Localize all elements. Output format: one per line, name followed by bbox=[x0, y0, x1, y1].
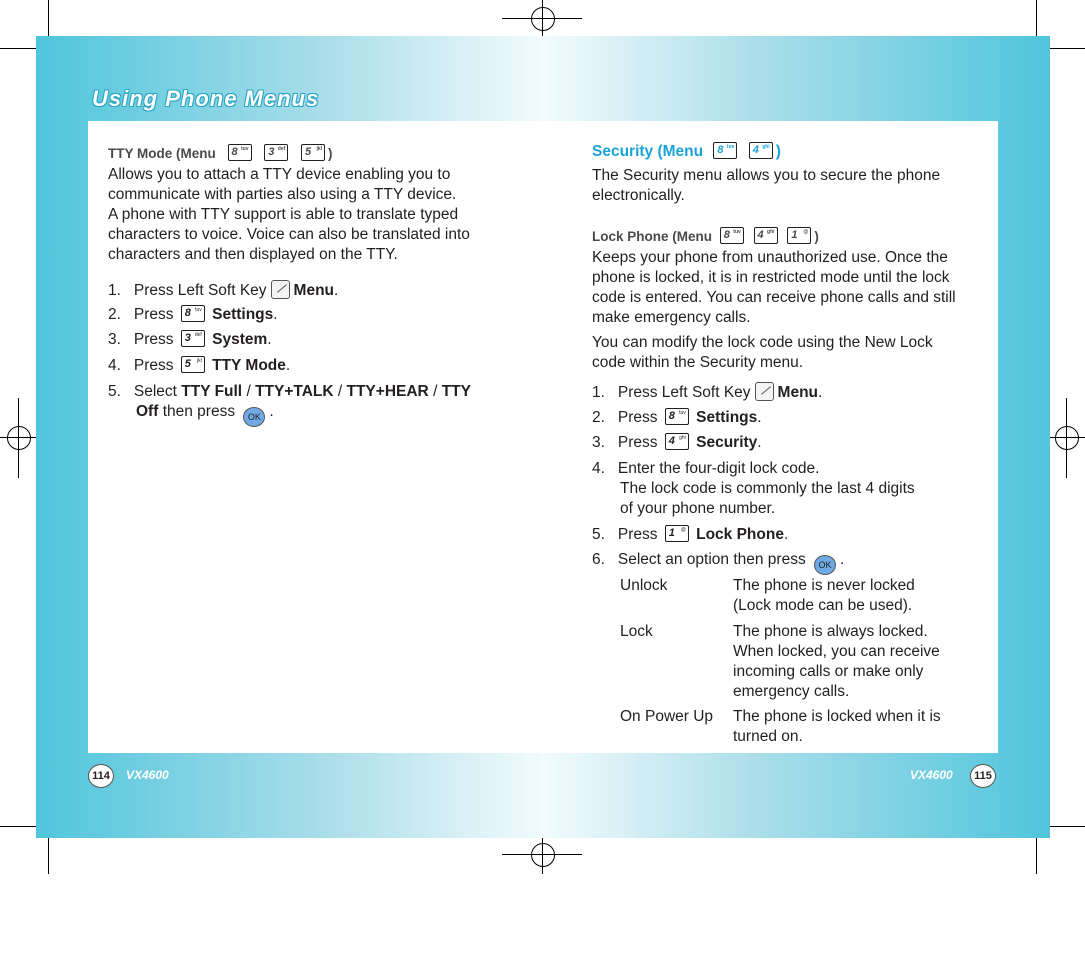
page-number-right: 115 bbox=[970, 764, 996, 788]
security-intro: The Security menu allows you to secure the phone electronically. bbox=[592, 167, 941, 204]
option-name: Lock bbox=[620, 623, 653, 640]
lock-phone-heading: Lock Phone (Menu 8 tuv 4 ghi 1 @ ) bbox=[592, 229, 819, 244]
registration-mark bbox=[7, 426, 31, 450]
page-title: Using Phone Menus bbox=[92, 86, 320, 111]
list-item: 5. Select TTY Full / TTY+TALK / TTY+HEAR / TTY bbox=[108, 383, 471, 400]
list-item: 4. Enter the four-digit lock code. bbox=[592, 460, 820, 477]
list-item: 4. Press 5 jkl TTY Mode. bbox=[108, 357, 291, 374]
page-number-left: 114 bbox=[88, 764, 114, 788]
option-name: Unlock bbox=[620, 577, 668, 594]
registration-mark bbox=[531, 843, 555, 867]
key-5-icon: 5 jkl bbox=[301, 144, 325, 161]
key-8-icon: 8 tuv bbox=[713, 142, 737, 159]
option-description: The phone is never locked (Lock mode can be used). bbox=[733, 577, 915, 614]
left-soft-key-icon bbox=[755, 382, 774, 401]
key-1-icon: 1 @ bbox=[665, 525, 689, 542]
model-name-left: VX4600 bbox=[126, 768, 169, 782]
tty-mode-heading: TTY Mode (Menu 8 tuv 3 def 5 jkl ) bbox=[108, 146, 333, 161]
list-item: 1. Press Left Soft Key Menu. bbox=[108, 282, 339, 299]
ok-button-icon: OK bbox=[243, 407, 265, 427]
key-8-icon: 8 tuv bbox=[720, 227, 744, 244]
list-item: 5. Press 1 @ Lock Phone. bbox=[592, 526, 789, 543]
registration-mark bbox=[1055, 426, 1079, 450]
key-4-icon: 4 ghi bbox=[754, 227, 778, 244]
security-heading: Security (Menu 8 tuv 4 ghi ) bbox=[592, 143, 781, 160]
ok-button-icon: OK bbox=[814, 555, 836, 575]
option-name: On Power Up bbox=[620, 708, 714, 725]
key-3-icon: 3 def bbox=[181, 330, 205, 347]
tty-description: Allows you to attach a TTY device enabling you to communicate with parties also using a TTY device. A phone with TTY support is able to translate typed characters to voice. Voice can also be translated into characters and then displayed on the TTY. bbox=[108, 166, 470, 263]
list-item: 2. Press 8 tuv Settings. bbox=[108, 306, 278, 323]
list-item: 6. Select an option then press OK . bbox=[592, 550, 844, 575]
list-item: 1. Press Left Soft Key Menu. bbox=[592, 384, 823, 401]
key-3-icon: 3 def bbox=[264, 144, 288, 161]
key-8-icon: 8 tuv bbox=[181, 305, 205, 322]
model-name-right: VX4600 bbox=[910, 768, 953, 782]
key-5-icon: 5 jkl bbox=[181, 356, 205, 373]
registration-mark bbox=[531, 7, 555, 31]
list-item-continued: Off then press OK . bbox=[136, 402, 274, 427]
lock-phone-description: Keeps your phone from unauthorized use. Once the phone is locked, it is in restricted mode until the lock code is entered. You can receive phone calls and still make emergency calls. bbox=[592, 249, 956, 326]
key-8-icon: 8 tuv bbox=[228, 144, 252, 161]
option-description: The phone is locked when it is turned on. bbox=[733, 708, 941, 745]
option-description: The phone is always locked. When locked, you can receive incoming calls or make only emergency calls. bbox=[733, 623, 940, 700]
left-soft-key-icon bbox=[271, 280, 290, 299]
list-item: 3. Press 4 ghi Security. bbox=[592, 434, 762, 451]
list-item-continued: The lock code is commonly the last 4 digits of your phone number. bbox=[620, 480, 915, 517]
key-4-icon: 4 ghi bbox=[665, 433, 689, 450]
list-item: 3. Press 3 def System. bbox=[108, 331, 272, 348]
list-item: 2. Press 8 tuv Settings. bbox=[592, 409, 762, 426]
key-4-icon: 4 ghi bbox=[749, 142, 773, 159]
lock-code-note: You can modify the lock code using the New Lock code within the Security menu. bbox=[592, 334, 933, 371]
key-1-icon: 1 @ bbox=[787, 227, 811, 244]
key-8-icon: 8 tuv bbox=[665, 408, 689, 425]
